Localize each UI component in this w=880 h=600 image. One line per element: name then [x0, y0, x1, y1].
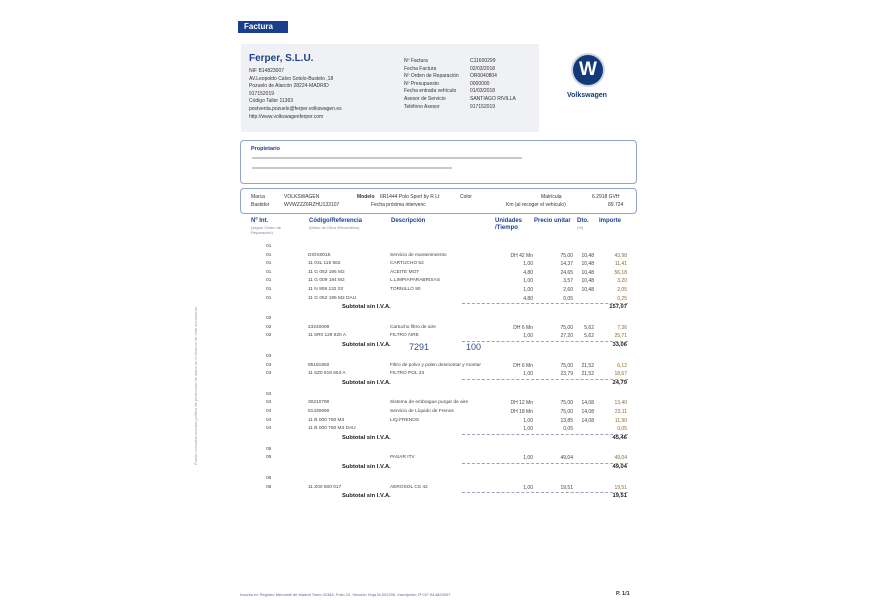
meta-label: Nº Factura — [404, 58, 428, 64]
line-dto: 10,48 — [581, 261, 594, 268]
line-code: 11 G 052 195 M2 — [308, 269, 345, 275]
line-price: 3,57 — [563, 278, 573, 285]
bastidor-label: Bastidor — [251, 202, 270, 208]
line-n-int: 02 — [266, 316, 272, 322]
line-importe: 3,20 — [617, 278, 627, 285]
line-qty: 4,80 — [523, 295, 533, 302]
line-importe: 43,98 — [614, 252, 627, 259]
line-n-int: 03 — [266, 371, 272, 377]
subtotal-value: 24,79 — [612, 379, 627, 386]
line-code: 11 03L 115 562 — [308, 261, 341, 267]
meta-value: 01/03/2018 — [470, 88, 496, 95]
col-n-int-sub: (según Orden de Reparación) — [251, 225, 282, 235]
line-n-int: 01 — [266, 261, 272, 267]
line-importe: 0,25 — [617, 295, 627, 302]
line-qty: 1,00 — [523, 278, 533, 285]
line-desc: CARTUCHO 52 — [390, 261, 424, 267]
subtotal-label: Subtotal sin I.V.A. — [342, 434, 391, 441]
redacted-owner-line — [252, 167, 452, 169]
line-qty: 4,80 — [523, 269, 533, 276]
line-importe: 25,71 — [614, 333, 627, 340]
line-n-int: 02 — [266, 324, 272, 330]
matricula-value: 6.2918 GVH — [592, 194, 620, 200]
company-detail-line: Pozuelo de Alarcón 28224-MADRID — [249, 83, 329, 90]
marca-value: VOLKSWAGEN — [284, 194, 320, 200]
line-n-int: 01 — [266, 252, 272, 258]
owner-label: Propietario — [251, 146, 281, 152]
line-qty: 1,00 — [523, 417, 533, 424]
line-dto: 5,62 — [584, 333, 594, 340]
meta-label: Teléfono Asesor — [404, 103, 440, 110]
line-importe: 49,04 — [614, 455, 627, 462]
line-n-int: 04 — [266, 417, 272, 423]
line-price: 0,05 — [563, 295, 573, 302]
subtotal-label: Subtotal sin I.V.A. — [342, 379, 391, 386]
line-n-int: 04 — [266, 391, 272, 397]
company-detail-line: http://www.volkswagenferper.com — [249, 113, 324, 120]
modelo-label: Modelo — [357, 194, 375, 200]
line-code: 11 B 000 750 M3 DAU — [308, 426, 356, 432]
line-dto: 14,08 — [581, 400, 594, 407]
meta-label: Asesor de Servicio — [404, 96, 446, 102]
line-importe: 11,90 — [614, 417, 627, 424]
line-qty: 1,00 — [523, 455, 533, 462]
brand-name: Volkswagen — [567, 92, 607, 99]
line-dto: 14,08 — [581, 417, 594, 424]
line-qty: DH 18 Mn — [510, 409, 533, 415]
line-dto: 10,48 — [581, 287, 594, 293]
line-importe: 19,51 — [614, 484, 627, 491]
line-qty: 1,00 — [523, 287, 533, 293]
line-n-int: 01 — [266, 269, 272, 275]
line-importe: 6,12 — [617, 362, 627, 369]
line-n-int: 05 — [266, 455, 272, 461]
redacted-owner-line — [252, 157, 522, 159]
line-desc: Servicio de Líquido de Frenos — [390, 409, 454, 414]
col-dto-sub: (%) — [577, 225, 584, 230]
line-price: 24,65 — [560, 269, 573, 276]
line-price: 75,00 — [560, 409, 573, 415]
line-importe: 11,41 — [614, 261, 627, 268]
line-desc: FILTRO POL 33 — [390, 371, 425, 377]
line-n-int: 03 — [266, 354, 272, 359]
subtotal-value: 157,07 — [609, 304, 627, 311]
marca-label: Marca — [251, 194, 265, 200]
line-code: 11 B 000 750 M3 — [308, 417, 345, 423]
line-dto: 21,52 — [581, 371, 594, 378]
km-value: 89.724 — [608, 202, 624, 208]
line-n-int: 05 — [266, 446, 272, 452]
fecha-label: Fecha próxima intervenc — [371, 202, 426, 208]
km-label: Km (al recoger el vehículo) — [506, 202, 566, 208]
line-price: 2,60 — [563, 287, 573, 293]
line-dto: 21,52 — [581, 362, 594, 369]
subtotal-label: Subtotal sin I.V.A. — [342, 304, 391, 311]
meta-label: Nº Presupuesto — [404, 80, 439, 87]
line-n-int: 04 — [266, 409, 272, 414]
line-qty: 1,00 — [523, 261, 533, 268]
line-desc: ACEITE MOT — [390, 269, 420, 275]
line-desc: FILTRO AIRE — [390, 333, 419, 339]
line-importe: 23,11 — [614, 409, 627, 415]
line-dto: 14,08 — [581, 409, 594, 415]
line-price: 27,20 — [560, 333, 573, 340]
line-n-int: 06 — [266, 484, 272, 490]
line-importe: 18,67 — [614, 371, 627, 378]
line-dto: 10,48 — [581, 252, 594, 259]
subtotal-label: Subtotal sin I.V.A. — [342, 464, 391, 470]
line-importe: 2,05 — [617, 287, 627, 293]
line-qty: DH 42 Mn — [510, 252, 533, 259]
line-desc: Filtro de polvo y polen desmontar y montar — [390, 362, 481, 368]
line-code: 11 6R0 129 620 A — [308, 333, 347, 339]
doc-tag: Factura — [238, 21, 288, 33]
line-code: 11 G 009 184 M2 — [308, 278, 345, 284]
line-n-int: 01 — [266, 244, 272, 249]
matricula-label: Matrícula — [541, 194, 562, 200]
col-codigo-sub: (Mano de Obra /Recambios) — [309, 225, 360, 230]
line-code: 23240099 — [308, 324, 330, 330]
meta-value: SANTIAGO RIVILLA — [470, 96, 516, 102]
line-desc: LIQ.FRENOS — [390, 417, 420, 423]
subtotal-label: Subtotal sin I.V.A. — [342, 493, 391, 500]
line-n-int: 06 — [266, 476, 272, 481]
line-n-int: 01 — [266, 295, 272, 301]
company-detail-line: Código Taller 11363 — [249, 98, 294, 105]
col-precio: Precio unitar — [534, 218, 571, 224]
owner-box — [240, 140, 637, 184]
line-qty: DH 6 Mn — [513, 362, 533, 369]
modelo-value: 6R1444 Polo Sport by R Lt — [380, 194, 440, 200]
line-qty: 1,00 — [523, 426, 533, 433]
line-n-int: 04 — [266, 426, 272, 432]
subtotal-value: 49,04 — [612, 464, 627, 470]
meta-value: OR0040804 — [470, 73, 497, 80]
subtotal-label: Subtotal sin I.V.A. — [342, 342, 391, 348]
line-qty: DH 12 Mn — [510, 400, 533, 407]
line-price: 75,00 — [560, 400, 573, 407]
line-code: 11 G 052 195 M2 DAU — [308, 295, 357, 301]
line-code: 51430690 — [308, 409, 330, 414]
line-n-int: 01 — [266, 278, 272, 284]
line-desc: TORNILLO 90 — [390, 287, 421, 292]
company-detail-line: AV.Leopoldo Calvo Sotelo-Bustelo ,18 — [249, 75, 334, 82]
handwritten-annotation: 7291 — [409, 342, 430, 352]
meta-value: 917152019 — [470, 103, 496, 110]
line-dto: 10,48 — [581, 269, 594, 276]
line-desc: Servicio de mantenimiento — [390, 252, 447, 258]
line-code: 11 6Z0 819 653 A — [308, 371, 346, 377]
footer-note: Inscrita en Registro Mercantil de Madrid Tomo 02346, Folio 22, Sección Hoja M-002296, Inscripción 2ª CIF B14823007 — [240, 592, 451, 597]
line-code: DIOS0015 — [308, 252, 331, 258]
meta-value: 02/03/2018 — [470, 65, 496, 72]
vehicle-box — [240, 188, 637, 214]
line-dto: 5,62 — [584, 324, 594, 331]
line-importe: 7,36 — [617, 324, 627, 331]
line-desc: L.LIMPIAPARABRISAS — [390, 278, 441, 284]
col-codigo: Código/Referencia — [309, 218, 363, 224]
line-desc: AEROSOL CS 42 — [390, 484, 428, 490]
line-price: 19,51 — [560, 484, 573, 491]
bastidor-value: WVWZZZ6RZHU133107 — [284, 202, 340, 208]
meta-label: Fecha entrada vehículo — [404, 88, 457, 95]
line-qty: 1,00 — [523, 371, 533, 378]
line-n-int: 04 — [266, 400, 272, 406]
line-n-int: 01 — [266, 287, 272, 292]
company-detail-line: 917152019 — [249, 90, 275, 97]
line-importe: 13,40 — [614, 400, 627, 407]
handwritten-annotation: 100 — [466, 342, 482, 352]
meta-value: 0000000 — [470, 80, 490, 87]
line-price: 23,79 — [560, 371, 573, 378]
col-unidades: Unidades /Tiempo — [495, 218, 523, 231]
line-price: 75,00 — [560, 252, 573, 259]
line-price: 75,00 — [560, 362, 573, 369]
line-importe: 56,18 — [614, 269, 627, 276]
company-detail-line: postventa.pozuelo@ferper.volkswagen.es — [249, 106, 342, 112]
line-code: 85181950 — [308, 362, 330, 368]
col-descripcion: Descripción — [391, 218, 426, 224]
line-desc: Sistema de embrague purgar de aire — [390, 400, 469, 406]
line-code: 11 Z00 800 017 — [308, 484, 342, 490]
line-n-int: 02 — [266, 333, 272, 339]
col-n-int: Nº Int. — [251, 218, 269, 224]
line-price: 13,85 — [560, 417, 573, 424]
line-price: 0,05 — [563, 426, 573, 433]
subtotal-value: 19,51 — [612, 493, 627, 500]
col-importe: Importe — [599, 218, 622, 224]
line-qty: DH 6 Mn — [513, 324, 533, 331]
col-dto: Dto. — [577, 218, 589, 224]
meta-value: C11600299 — [470, 58, 496, 64]
subtotal-value: 33,06 — [612, 342, 627, 348]
line-importe: 0,05 — [617, 426, 627, 433]
line-price: 49,04 — [560, 455, 573, 462]
company-detail-line: NIF B14823007 — [249, 68, 285, 74]
line-price: 14,37 — [560, 261, 573, 268]
page-number: P. 1/1 — [616, 591, 630, 597]
line-desc: Cartucho filtro de aire — [390, 324, 436, 330]
line-qty: 1,00 — [523, 333, 533, 340]
line-code: 11 N 908 132 02 — [308, 287, 344, 292]
meta-label: Nº Orden de Reparación — [404, 73, 459, 80]
line-qty: 1,00 — [523, 484, 533, 491]
side-note: Puede consultar nuestra política de protección de datos en el reverso de este documento — [193, 306, 198, 465]
vw-logo-icon: W — [573, 55, 603, 85]
line-n-int: 03 — [266, 362, 272, 368]
line-price: 75,00 — [560, 324, 573, 331]
subtotal-value: 45,46 — [612, 434, 627, 441]
company-name: Ferper, S.L.U. — [249, 53, 314, 64]
line-dto: 10,48 — [581, 278, 594, 285]
color-label: Color — [460, 194, 472, 200]
line-code: 30210790 — [308, 400, 330, 406]
line-desc: PASAR ITV — [390, 455, 415, 461]
meta-label: Fecha Factura — [404, 65, 437, 72]
